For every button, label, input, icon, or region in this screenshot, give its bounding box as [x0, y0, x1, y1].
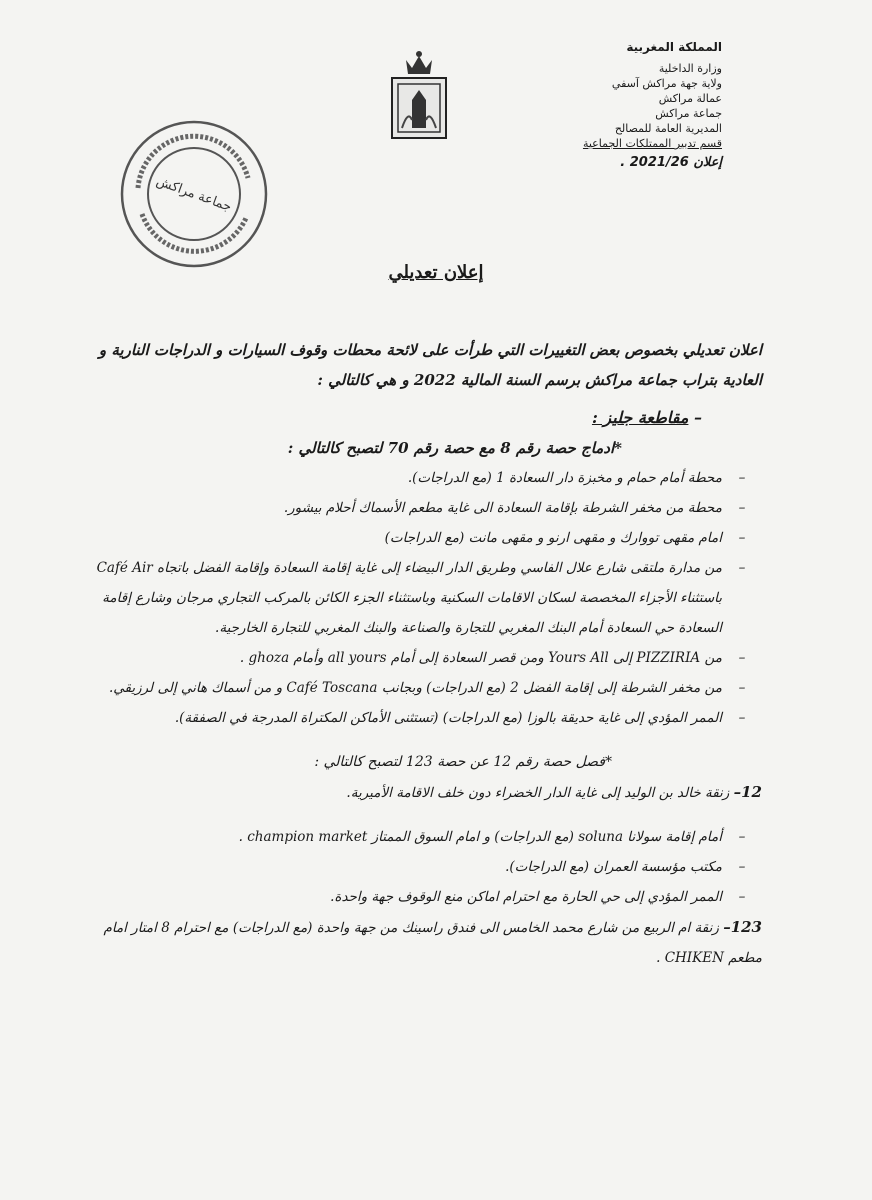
- header-line: عمالة مراكش: [658, 92, 722, 105]
- lot-text: زنقة خالد بن الوليد إلى غاية الدار الخضراء دون خلف الاقامة الأميرية.: [346, 785, 730, 801]
- list-item-text: أمام إقامة سولانا soluna (مع الدراجات) و امام السوق الممتاز champion market .: [238, 829, 722, 845]
- list-item: [80, 673, 762, 703]
- stamp-center-text: جماعة مراكش: [154, 173, 234, 216]
- title-text: إعلان تعديلي: [388, 262, 484, 283]
- document-title: [0, 262, 872, 283]
- list-item: [80, 643, 762, 673]
- city-emblem-icon: [388, 50, 450, 142]
- list-dash: –: [738, 560, 746, 576]
- merge-heading: *ادماج حصة رقم 8 مع حصة رقم 70 لتصبح كالتالي :: [287, 439, 622, 457]
- list-item: [80, 882, 762, 912]
- header-line: ولاية جهة مراكش آسفي: [611, 77, 722, 90]
- list-item-text: من مخفر الشرطة إلى إقامة الفضل 2 (مع الدراجات) وبجانب Café Toscana و من أسماك هاني إلى لرزيقي.: [108, 680, 722, 696]
- list-item-text: من مدارة ملتقى شارع علال الفاسي وطريق الدار البيضاء إلى غاية إقامة السعادة وإقامة الفضل باتجاه Café Air باستثناء الأجزاء المخصصة لسكان الاقامات السكنية وباستثناء الجزء الكائن بالمركب التجاري مرجان وشارع إقامة السعادة حي السعادة أمام البنك المغربي للتجارة والصناعة والبنك المغربي للتجارة الخارجية.: [96, 560, 722, 636]
- list-item-text: مكتب مؤسسة العمران (مع الدراجات).: [505, 859, 722, 875]
- header-block: [552, 40, 722, 170]
- list-item: [80, 463, 762, 493]
- district-heading: [80, 403, 702, 433]
- spacer: [80, 733, 762, 747]
- list-dash: –: [738, 530, 746, 546]
- list-dash: –: [738, 650, 746, 666]
- section-label: مقاطعة جليز :: [591, 408, 689, 427]
- list-dash: –: [738, 710, 746, 726]
- announcement-number: إعلان 2021/26 .: [620, 155, 722, 170]
- list-item: [80, 852, 762, 882]
- header-line: جماعة مراكش: [655, 107, 722, 120]
- lot-number: 12–: [733, 783, 762, 801]
- list-dash: –: [738, 680, 746, 696]
- list-item-text: محطة من مخفر الشرطة بإقامة السعادة الى غاية مطعم الأسماك أحلام بيشور.: [283, 500, 722, 516]
- document-body: [80, 335, 762, 973]
- section-dash: –: [694, 408, 702, 427]
- list-item: [80, 553, 762, 643]
- list-dash: –: [738, 829, 746, 845]
- intro-paragraph: اعلان تعديلي بخصوص بعض التغييرات التي طرأت على لائحة محطات وقوف السيارات و الدراجات النارية و العادية بتراب جماعة مراكش برسم السنة المالية 2022 و هي كالتالي :: [98, 341, 762, 389]
- list-item: [80, 822, 762, 852]
- spacer: [80, 808, 762, 822]
- list-dash: –: [738, 859, 746, 875]
- list-dash: –: [738, 889, 746, 905]
- list-item-text: من PIZZIRIA إلى Yours All ومن قصر السعادة إلى أمام all yours وأمام ghoza .: [239, 650, 722, 666]
- official-stamp-icon: [118, 118, 270, 270]
- department-name: قسم تدبير الممتلكات الجماعية: [582, 137, 722, 150]
- header-line: المديرية العامة للمصالح: [614, 122, 722, 135]
- list-item-text: الممر المؤدي إلى غاية حديقة بالوزا (مع الدراجات) (تستثنى الأماكن المكتراة المدرجة في الصفقة).: [174, 710, 722, 726]
- list-item-text: محطة أمام حمام و مخبزة دار السعادة 1 (مع الدراجات).: [407, 470, 722, 486]
- list-dash: –: [738, 470, 746, 486]
- list-item-text: امام مقهى تووارك و مقهى ارنو و مقهى مانت (مع الدراجات): [384, 530, 722, 546]
- list-item-text: الممر المؤدي إلى حي الحارة مع احترام اماكن منع الوقوف جهة واحدة.: [330, 889, 722, 905]
- lot-123: [80, 912, 762, 973]
- country-name: المملكة المغربية: [626, 40, 722, 54]
- separate-heading: *فصل حصة رقم 12 عن حصة 123 لتصبح كالتالي :: [314, 754, 612, 770]
- header-line: وزارة الداخلية: [658, 62, 722, 75]
- lot-12: [80, 777, 762, 808]
- list-item: [80, 523, 762, 553]
- list-dash: –: [738, 500, 746, 516]
- lot-number: 123–: [723, 918, 762, 936]
- lot-text: زنقة ام الربيع من شارع محمد الخامس الى فندق راسينك من جهة واحدة (مع الدراجات) مع احترام 8 امتار امام مطعم CHIKEN .: [103, 920, 762, 966]
- list-item: [80, 703, 762, 733]
- list-item: [80, 493, 762, 523]
